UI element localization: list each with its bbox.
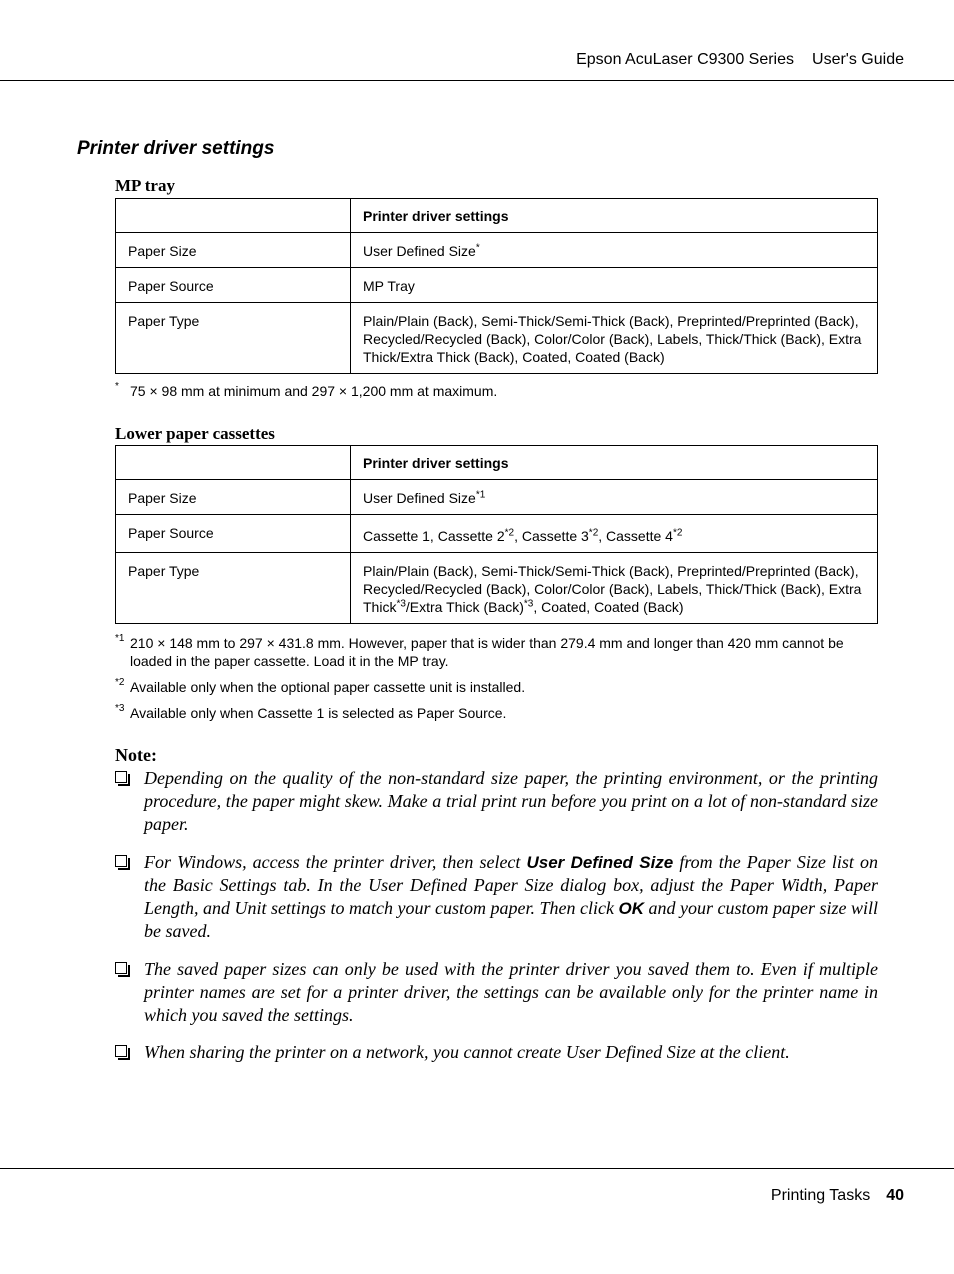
product-name: Epson AcuLaser C9300 Series	[576, 51, 795, 68]
footer-rule	[0, 1168, 954, 1169]
note-heading: Note:	[115, 745, 157, 765]
checkbox-bullet-icon	[115, 962, 127, 974]
page-footer	[771, 1187, 904, 1205]
mp-tray-table	[115, 198, 878, 374]
checkbox-bullet-icon	[115, 1045, 127, 1057]
note-text: For Windows, access the printer driver, then select User Defined Size from the Paper Size list on the Basic Settings tab. In the User Defined Paper Size dialog box, adjust the Paper Width, Paper Length, and Unit settings to match your custom paper. Then click OK and your custom paper size will be saved.	[144, 852, 878, 941]
page-header	[576, 51, 904, 69]
footnote	[115, 634, 878, 670]
page-number: 40	[886, 1187, 904, 1204]
table-row	[116, 553, 878, 624]
note-item	[115, 767, 878, 836]
row-label: Paper Size	[116, 233, 351, 268]
note-text: Depending on the quality of the non-standard size paper, the printing environment, or the printing procedure, the paper might skew. Make a trial print run before you print on a lot of non-standard size paper.	[144, 768, 878, 834]
table-header-row	[116, 446, 878, 480]
table-header-cell: Printer driver settings	[351, 446, 878, 480]
table-row	[116, 233, 878, 268]
header-rule	[0, 80, 954, 81]
footnote	[115, 678, 878, 696]
note-item	[115, 958, 878, 1027]
row-label: Paper Source	[116, 268, 351, 303]
row-value: User Defined Size$^{*1}$	[351, 480, 878, 515]
note-item	[115, 1041, 878, 1064]
footnote-text: Available only when the optional paper cassette unit is installed.	[130, 679, 526, 695]
lower-cassettes-table	[115, 445, 878, 624]
footnote-text: 75 × 98 mm at minimum and 297 × 1,200 mm at maximum.	[130, 383, 498, 399]
row-label: Paper Size	[116, 480, 351, 515]
footer-section: Printing Tasks	[770, 1187, 871, 1204]
table-row	[116, 268, 878, 303]
table-row	[116, 480, 878, 515]
lower-cassettes-heading: Lower paper cassettes	[115, 424, 275, 443]
checkbox-bullet-icon	[115, 855, 127, 867]
footnote-mark: *1	[115, 633, 125, 644]
row-label: Paper Type	[116, 303, 351, 374]
footnote-text: 210 × 148 mm to 297 × 431.8 mm. However, paper that is wider than 279.4 mm and longer than 420 mm cannot be loaded in the paper cassette. Load it in the MP tray.	[130, 635, 844, 669]
footnote-mark: *	[115, 381, 119, 392]
row-label: Paper Type	[116, 553, 351, 624]
table-header-empty	[116, 446, 351, 480]
row-label: Paper Source	[116, 515, 351, 553]
footnote-text: Available only when Cassette 1 is selected as Paper Source.	[130, 705, 507, 721]
checkbox-bullet-icon	[115, 771, 127, 783]
table-header-cell: Printer driver settings	[351, 199, 878, 233]
section-title: Printer driver settings	[77, 138, 275, 159]
table-header-row	[116, 199, 878, 233]
table-header-empty	[116, 199, 351, 233]
footnote	[115, 382, 878, 400]
guide-name: User's Guide	[812, 51, 904, 68]
row-value: Plain/Plain (Back), Semi-Thick/Semi-Thick (Back), Preprinted/Preprinted (Back), Recycled/Recycled (Back), Color/Color (Back), Labels, Thick/Thick (Back), Extra Thick/Extra Thick (Back), Coated, Coated (Back)	[351, 303, 878, 374]
note-text: When sharing the printer on a network, you cannot create User Defined Size at the client.	[144, 1042, 790, 1062]
row-value: Cassette 1, Cassette 2$^{*2}$, Cassette 3$^{*2}$, Cassette 4$^{*2}$	[351, 515, 878, 553]
table-row	[116, 515, 878, 553]
footnote-mark: *3	[115, 703, 125, 714]
table-row	[116, 303, 878, 374]
row-value: Plain/Plain (Back), Semi-Thick/Semi-Thick (Back), Preprinted/Preprinted (Back), Recycled/Recycled (Back), Color/Color (Back), Labels, Thick/Thick (Back), Extra Thick$^{*3}$/Extra Thick (Back)$^{*3}$, Coated, Coated (Back)	[351, 553, 878, 624]
mp-tray-heading: MP tray	[115, 176, 175, 195]
ui-term-user-defined-size: User Defined Size	[526, 853, 674, 872]
note-item	[115, 851, 878, 943]
footnote	[115, 704, 878, 722]
row-value: User Defined Size*	[351, 233, 878, 268]
row-value: MP Tray	[351, 268, 878, 303]
note-text: The saved paper sizes can only be used with the printer driver you saved them to. Even if multiple printer names are set for a printer driver, the settings can be available only for the printer name in which you saved the settings.	[144, 959, 878, 1025]
ui-term-ok: OK	[618, 899, 644, 918]
footnote-mark: *2	[115, 677, 125, 688]
